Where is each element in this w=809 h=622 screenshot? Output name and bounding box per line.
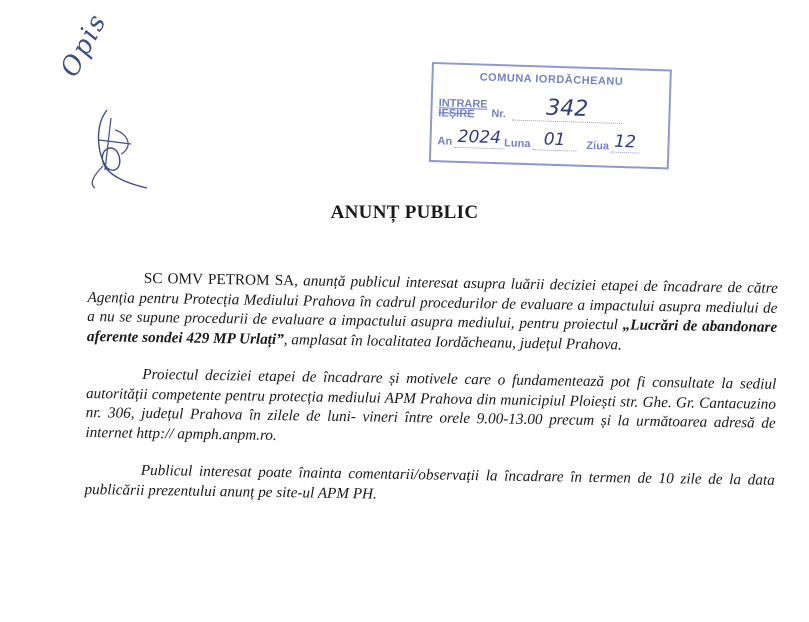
stamp-entry-label: INTRARE <box>438 97 488 111</box>
paragraph-consultation: Proiectul deciziei etapei de încadrare și motivele care o fundamentează pot fi consultate la sediul autorității competente pentru protecția mediului APM Prahova din municipiul Ploiești str. Ghe. Gr. Cantacuzino nr. 306, județul Prahova în zilele de luni- vineri între orele 9.00-13.00 precum și la următoarea adresă de internet http:// apmph.anpm.ro. <box>85 365 777 444</box>
announcement-text-b: , amplasat în localitatea Iordăcheanu, județul Prahova. <box>283 330 623 353</box>
stamp-ziua-value: 12 <box>611 132 640 154</box>
registration-stamp <box>429 62 672 169</box>
handwritten-annotation <box>55 8 165 190</box>
paragraph-announcement <box>87 268 778 357</box>
annotation-note: Opis <box>55 8 114 83</box>
document-title: ANUNȚ PUBLIC <box>330 202 479 223</box>
stamp-luna-value: 01 <box>532 129 577 151</box>
stamp-ziua-label: Ziua <box>586 139 610 153</box>
company-name: SC OMV PETROM SA, <box>143 269 299 290</box>
stamp-an-value: 2024 <box>454 127 505 150</box>
stamp-luna-label: Luna <box>503 137 531 151</box>
stamp-nr-value: 342 <box>512 95 623 124</box>
stamp-date-row <box>437 126 662 154</box>
project-name: „Lucrări de abandonare aferente sondei 429 MP Urlați” <box>86 316 778 348</box>
paragraph-comments: Publicul interesat poate înainta comentarii/observații la încadrare în termen de 10 zile de la data publicării prezentului anunț pe site-ul APM PH. <box>84 461 775 503</box>
stamp-nr-label: Nr. <box>491 107 507 121</box>
handwritten-signature-icon <box>85 90 155 190</box>
stamp-number-row <box>438 92 663 125</box>
stamp-an-label: An <box>437 135 453 148</box>
stamp-direction-labels <box>438 98 487 120</box>
document-body <box>84 268 778 528</box>
stamp-institution: COMUNA IORDĂCHEANU <box>479 71 624 89</box>
stamp-exit-label: IEȘIRE <box>438 107 475 121</box>
announcement-text-a: anunță publicul interesat asupra luării deciziei etapei de încadrare de către Agenția pentru Protecția Mediului Prahova în cadrul procedurilor de evaluare a impactului asupra mediului de a nu se supune procedurii de evaluare a impactului asupra mediului, pentru proiectul <box>87 272 778 334</box>
